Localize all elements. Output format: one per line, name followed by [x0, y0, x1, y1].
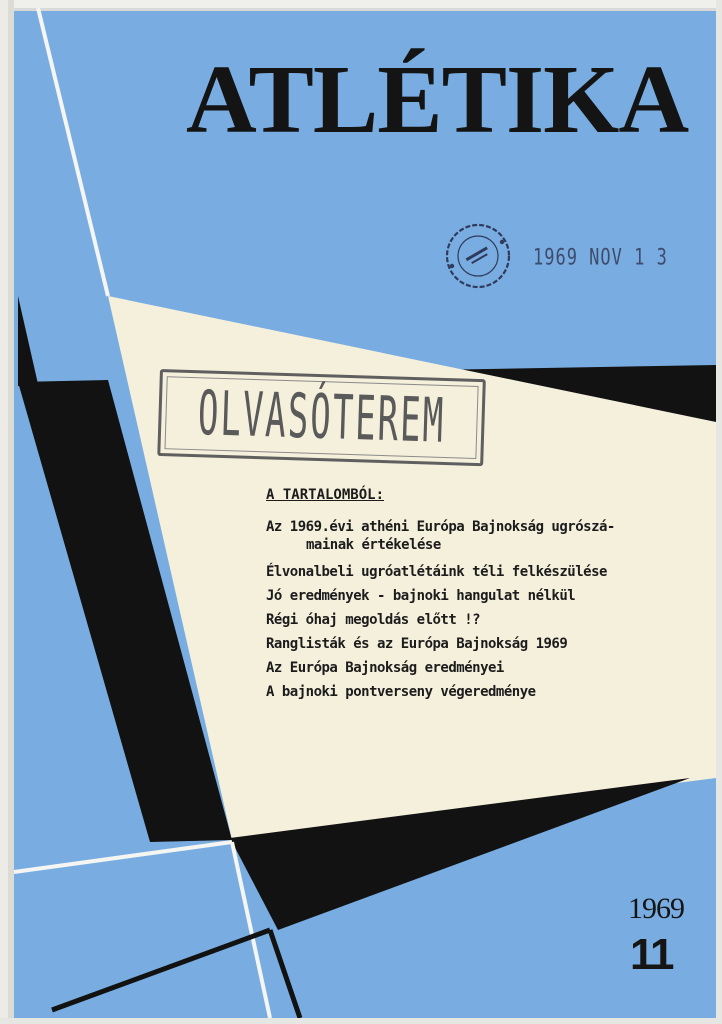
magazine-title: ATLÉTIKA [186, 46, 689, 154]
contents-item: Az Európa Bajnokság eredményei [266, 660, 504, 676]
issue-year: 1969 [628, 892, 684, 925]
contents-item: Régi óhaj megoldás előtt !? [266, 612, 481, 628]
contents-item: Élvonalbeli ugróatlétáink téli felkészülése [266, 564, 607, 580]
contents-item: Jó eredmények - bajnoki hangulat nélkül [266, 588, 576, 604]
contents-item: A bajnoki pontverseny végeredménye [266, 684, 536, 700]
contents-heading: A TARTALOMBÓL: [266, 487, 385, 503]
contents-item: Az 1969.évi athéni Európa Bajnokság ugrószá- [266, 519, 615, 535]
reading-room-stamp [157, 369, 486, 466]
table-of-contents [266, 486, 686, 704]
contents-item: mainak értékelése [306, 537, 441, 553]
reading-room-label: OLVASÓTEREM [196, 377, 447, 458]
contents-item: Ranglisták és az Európa Bajnokság 1969 [266, 636, 568, 652]
received-date-stamp: 1969 NOV 1 3 [533, 245, 668, 271]
issue-number: 11 [630, 930, 673, 979]
